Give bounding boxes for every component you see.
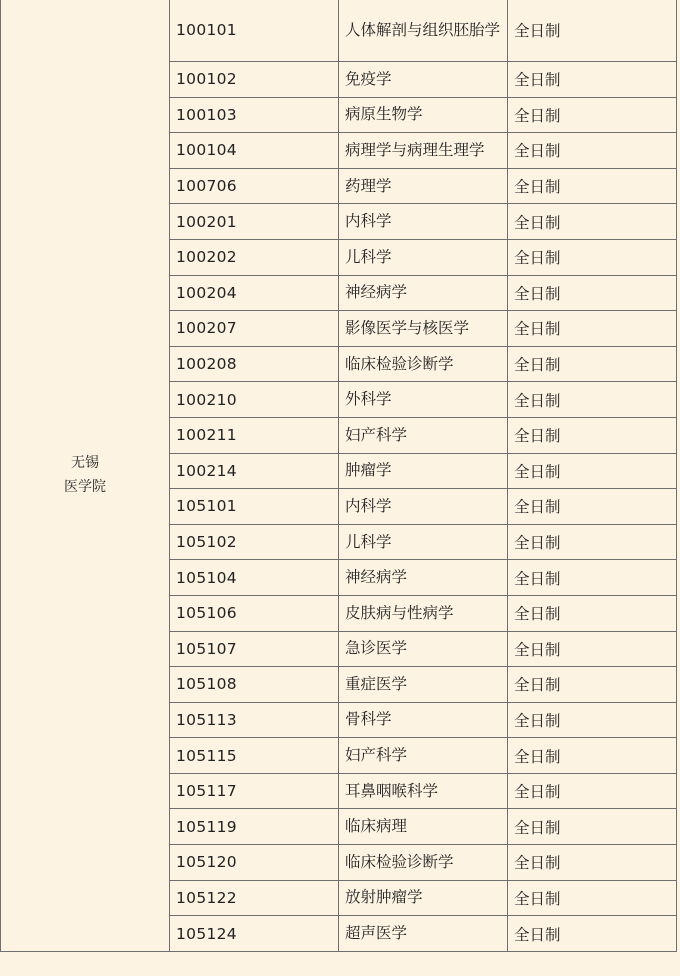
study-mode-cell: 全日制 [508, 595, 677, 631]
study-mode-cell: 全日制 [508, 631, 677, 667]
study-mode-cell: 全日制 [508, 453, 677, 489]
program-name-cell: 急诊医学 [339, 631, 508, 667]
study-mode-cell: 全日制 [508, 311, 677, 347]
study-mode-cell: 全日制 [508, 916, 677, 952]
program-name-cell: 人体解剖与组织胚胎学 [339, 0, 508, 62]
program-name-cell: 妇产科学 [339, 738, 508, 774]
study-mode-cell: 全日制 [508, 524, 677, 560]
program-name-cell: 肿瘤学 [339, 453, 508, 489]
program-name-cell: 外科学 [339, 382, 508, 418]
study-mode-cell: 全日制 [508, 275, 677, 311]
study-mode-cell: 全日制 [508, 346, 677, 382]
program-name-cell: 内科学 [339, 204, 508, 240]
program-code-cell: 100211 [170, 417, 339, 453]
study-mode-cell: 全日制 [508, 667, 677, 703]
program-code-cell: 105119 [170, 809, 339, 845]
program-name-cell: 妇产科学 [339, 417, 508, 453]
program-code-cell: 100208 [170, 346, 339, 382]
program-code-cell: 105122 [170, 880, 339, 916]
college-name-line2: 医学院 [64, 478, 106, 495]
study-mode-cell: 全日制 [508, 809, 677, 845]
program-name-cell: 药理学 [339, 168, 508, 204]
program-name-cell: 神经病学 [339, 275, 508, 311]
program-name-cell: 重症医学 [339, 667, 508, 703]
program-table-body [1, 0, 677, 951]
program-code-cell: 100204 [170, 275, 339, 311]
program-name-cell: 超声医学 [339, 916, 508, 952]
study-mode-cell: 全日制 [508, 382, 677, 418]
program-code-cell: 105106 [170, 595, 339, 631]
study-mode-cell: 全日制 [508, 168, 677, 204]
program-code-cell: 105115 [170, 738, 339, 774]
program-code-cell: 100210 [170, 382, 339, 418]
study-mode-cell: 全日制 [508, 845, 677, 881]
program-code-cell: 105101 [170, 489, 339, 525]
study-mode-cell: 全日制 [508, 239, 677, 275]
college-name-line1: 无锡 [71, 454, 99, 471]
program-code-cell: 100104 [170, 133, 339, 169]
program-code-cell: 100202 [170, 239, 339, 275]
program-name-cell: 神经病学 [339, 560, 508, 596]
program-name-cell: 临床检验诊断学 [339, 845, 508, 881]
study-mode-cell: 全日制 [508, 560, 677, 596]
study-mode-cell: 全日制 [508, 702, 677, 738]
program-name-cell: 临床病理 [339, 809, 508, 845]
study-mode-cell: 全日制 [508, 204, 677, 240]
program-name-cell: 内科学 [339, 489, 508, 525]
program-name-cell: 免疫学 [339, 62, 508, 98]
program-code-cell: 105104 [170, 560, 339, 596]
program-name-cell: 骨科学 [339, 702, 508, 738]
study-mode-cell: 全日制 [508, 489, 677, 525]
program-name-cell: 皮肤病与性病学 [339, 595, 508, 631]
program-code-cell: 105113 [170, 702, 339, 738]
program-name-cell: 放射肿瘤学 [339, 880, 508, 916]
program-code-cell: 105108 [170, 667, 339, 703]
program-name-cell: 临床检验诊断学 [339, 346, 508, 382]
table-row [1, 0, 677, 62]
program-code-cell: 105117 [170, 773, 339, 809]
program-name-cell: 病原生物学 [339, 97, 508, 133]
program-code-cell: 100706 [170, 168, 339, 204]
program-code-cell: 100103 [170, 97, 339, 133]
college-cell [1, 0, 170, 951]
program-name-cell: 儿科学 [339, 524, 508, 560]
study-mode-cell: 全日制 [508, 62, 677, 98]
program-code-cell: 100101 [170, 0, 339, 62]
study-mode-cell: 全日制 [508, 738, 677, 774]
program-code-cell: 100214 [170, 453, 339, 489]
study-mode-cell: 全日制 [508, 880, 677, 916]
program-code-cell: 105107 [170, 631, 339, 667]
program-code-cell: 105102 [170, 524, 339, 560]
program-name-cell: 病理学与病理生理学 [339, 133, 508, 169]
program-name-cell: 儿科学 [339, 239, 508, 275]
program-code-cell: 100201 [170, 204, 339, 240]
program-code-cell: 105120 [170, 845, 339, 881]
study-mode-cell: 全日制 [508, 97, 677, 133]
study-mode-cell: 全日制 [508, 417, 677, 453]
program-name-cell: 耳鼻咽喉科学 [339, 773, 508, 809]
study-mode-cell: 全日制 [508, 133, 677, 169]
study-mode-cell: 全日制 [508, 0, 677, 62]
program-code-cell: 100207 [170, 311, 339, 347]
program-code-cell: 105124 [170, 916, 339, 952]
study-mode-cell: 全日制 [508, 773, 677, 809]
program-code-cell: 100102 [170, 62, 339, 98]
program-name-cell: 影像医学与核医学 [339, 311, 508, 347]
